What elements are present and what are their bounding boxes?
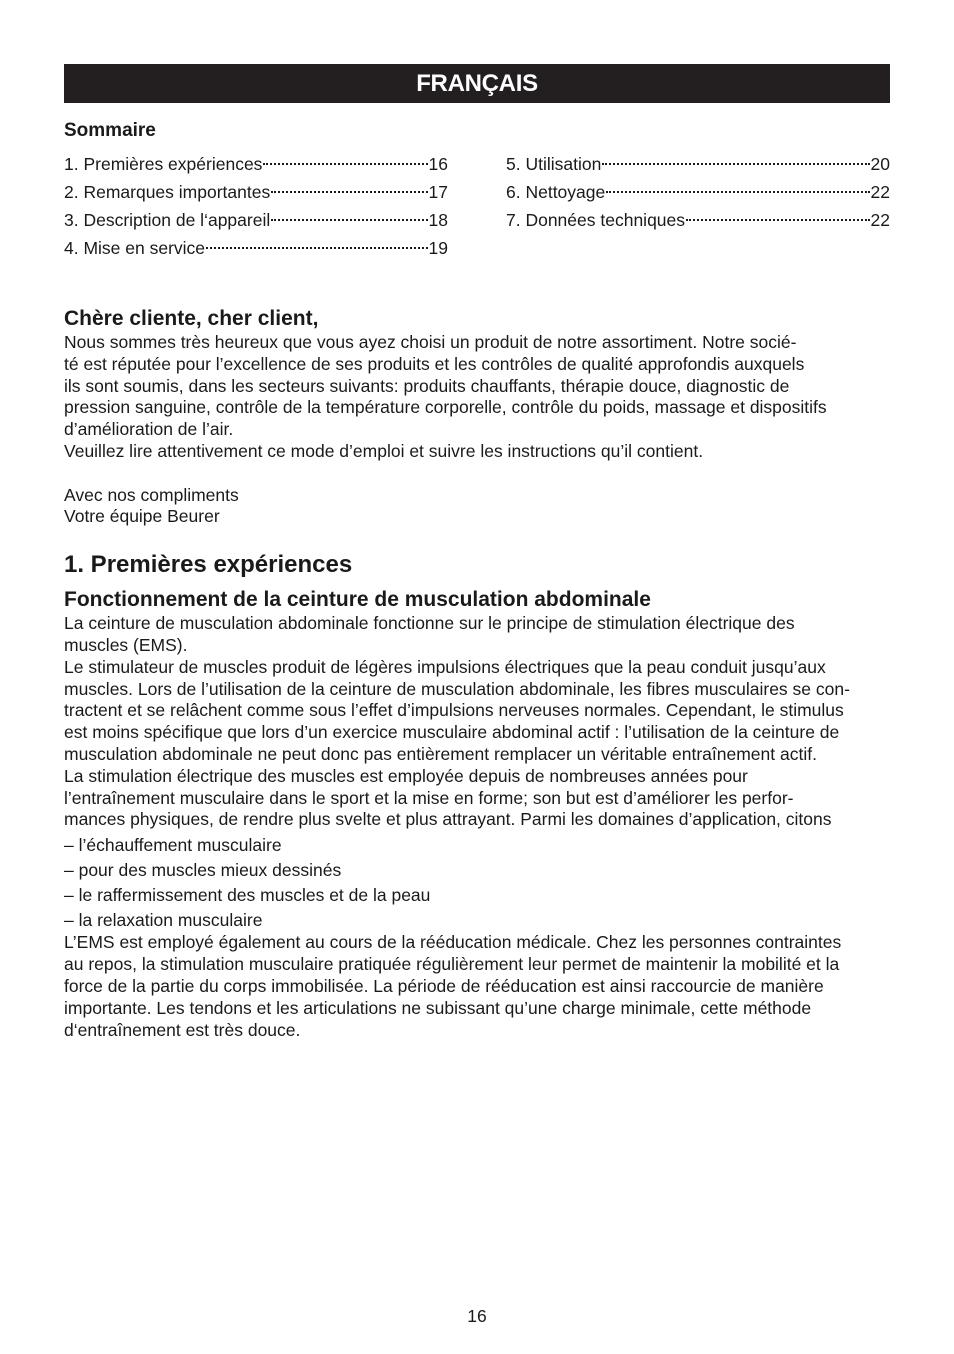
greeting-heading: Chère cliente, cher client, (64, 307, 319, 330)
toc-entry[interactable] (506, 150, 890, 178)
subsection-heading: Fonctionnement de la ceinture de musculation abdominale (64, 588, 651, 612)
application-list (64, 833, 890, 932)
toc-entry-page: 20 (870, 154, 890, 174)
toc-entry-label: 6. Nettoyage (506, 182, 606, 202)
page-number: 16 (467, 1306, 487, 1326)
toc-column-right (506, 150, 890, 262)
toc-leader-dots (271, 191, 427, 193)
greeting-signature: Avec nos compliments Votre équipe Beurer (64, 484, 239, 527)
greeting-paragraph: Nous sommes très heureux que vous ayez choisi un produit de notre assortiment. Notre socié- té est réputée pour l’excellence de ses produits et les contrôles de qualité approfondis auxquels ils sont soumis, dans les secteurs suivants: produits chauffants, thérapie douce, diagnostic de pression sanguine, contrôle de la température corporelle, contrôle du poids, massage et dispositifs d’amélioration de l’air. Veuillez lire attentivement ce mode d’emploi et suivre les instructions qu’il contient. (64, 332, 827, 461)
language-header-bar (64, 64, 890, 103)
toc-entry-page: 22 (870, 182, 890, 202)
toc-entry-label: 7. Données techniques (506, 210, 686, 230)
toc-entry[interactable] (64, 206, 448, 234)
toc-entry-label: 5. Utilisation (506, 154, 602, 174)
manual-page (64, 64, 890, 1041)
toc-entry-label: 1. Premières expériences (64, 154, 263, 174)
toc-entry[interactable] (506, 178, 890, 206)
toc-entry-page: 19 (428, 238, 448, 258)
toc-leader-dots (602, 163, 869, 165)
list-item: – l’échauffement musculaire (64, 835, 282, 856)
toc-title: Sommaire (64, 120, 156, 141)
toc-entry[interactable] (64, 178, 448, 206)
toc-leader-dots (606, 191, 869, 193)
toc-entry-label: 4. Mise en service (64, 238, 206, 258)
toc-column-left (64, 150, 448, 262)
list-item: – pour des muscles mieux dessinés (64, 859, 342, 880)
toc-entry[interactable] (64, 234, 448, 262)
list-item: – la relaxation musculaire (64, 909, 263, 930)
toc-entry-page: 18 (428, 210, 448, 230)
toc-leader-dots (263, 163, 427, 165)
toc-entry-page: 17 (428, 182, 448, 202)
toc-entry-label: 3. Description de l‘appareil (64, 210, 271, 230)
toc-entry-page: 22 (870, 210, 890, 230)
toc-leader-dots (271, 219, 427, 221)
toc-leader-dots (686, 219, 870, 221)
section-paragraph: L’EMS est employé également au cours de la rééducation médicale. Chez les personnes contraintes au repos, la stimulation musculaire pratiquée régulièrement leur permet de maintenir la mobilité et la force de la partie du corps immobilisée. La période de rééducation est ainsi raccourcie de manière importante. Les tendons et les articulations ne subissant qu’une charge minimale, cette méthode d‘entraînement est très douce. (64, 932, 842, 1040)
table-of-contents (64, 150, 890, 262)
toc-entry-page: 16 (428, 154, 448, 174)
language-title: FRANÇAIS (416, 69, 538, 97)
toc-leader-dots (206, 247, 428, 249)
list-item: – le raffermissement des muscles et de la peau (64, 884, 431, 905)
section-heading: 1. Premières expériences (64, 551, 353, 579)
toc-entry-label: 2. Remarques importantes (64, 182, 271, 202)
toc-entry[interactable] (506, 206, 890, 234)
toc-entry[interactable] (64, 150, 448, 178)
section-paragraph: La ceinture de musculation abdominale fonctionne sur le principe de stimulation électrique des muscles (EMS). Le stimulateur de muscles produit de légères impulsions électriques que la peau conduit jusqu’aux muscles. Lors de l’utilisation de la ceinture de musculation abdominale, les fibres musculaires se con- tractent et se relâchent comme sous l’effet d’impulsions nerveuses normales. Cependant, le stimulus est moins spécifique que lors d’un exercice musculaire abdominal actif : l’utilisation de la ceinture de musculation abdominale ne peut donc pas entièrement remplacer un véritable entraînement actif. La stimulation électrique des muscles est employée depuis de nombreuses années pour l’entraînement musculaire dans le sport et la mise en forme; son but est d’améliorer les perfor- mances physiques, de rendre plus svelte et plus attrayant. Parmi les domaines d’application, citons (64, 613, 850, 830)
